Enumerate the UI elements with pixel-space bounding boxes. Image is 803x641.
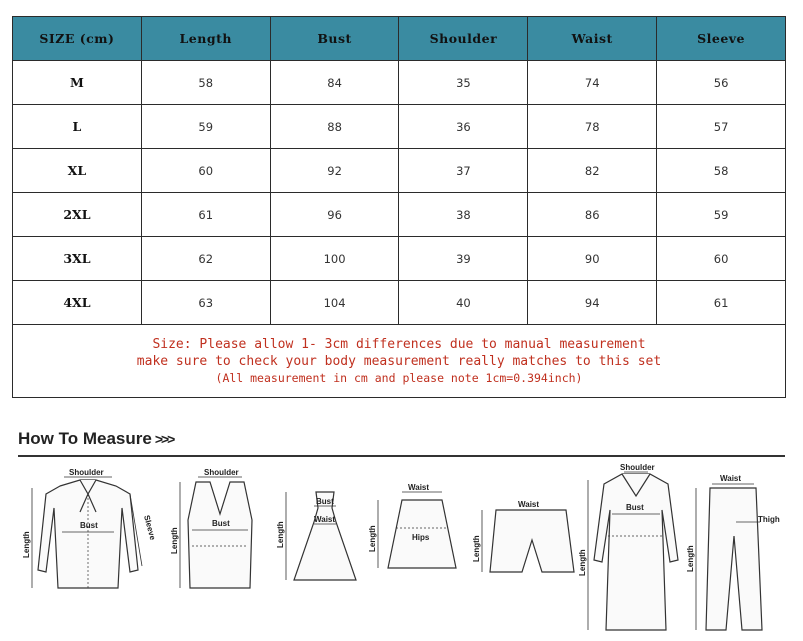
bust-cell: 104 — [270, 281, 399, 325]
size-cell: M — [13, 61, 142, 105]
table-row — [13, 237, 786, 281]
bust-label: Bust — [316, 497, 334, 506]
strap-dress-figure — [276, 492, 356, 580]
waist-cell: 82 — [528, 149, 657, 193]
blouse-figure — [22, 468, 157, 588]
shoulder-label: Shoulder — [69, 468, 104, 477]
length-cell: 62 — [141, 237, 270, 281]
shoulder-label: Shoulder — [204, 468, 239, 477]
bust-label: Bust — [626, 503, 644, 512]
length-label: Length — [578, 549, 587, 576]
header-sleeve: Sleeve — [657, 17, 786, 61]
length-label: Length — [22, 531, 31, 558]
length-label: Length — [472, 535, 481, 562]
length-label: Length — [170, 527, 179, 554]
table-header-row — [13, 17, 786, 61]
bust-label: Bust — [212, 519, 230, 528]
size-cell: XL — [13, 149, 142, 193]
skirt-figure — [368, 483, 456, 568]
waist-cell: 78 — [528, 105, 657, 149]
table-row — [13, 193, 786, 237]
length-cell: 61 — [141, 193, 270, 237]
waist-cell: 86 — [528, 193, 657, 237]
waist-cell: 90 — [528, 237, 657, 281]
note-line-1: Size: Please allow 1- 3cm differences due to manual measurement — [152, 336, 646, 352]
length-label: Length — [686, 545, 695, 572]
section-divider — [18, 455, 785, 457]
trousers-figure — [686, 474, 780, 630]
waist-label: Waist — [720, 474, 742, 483]
note-line-3: (All measurement in cm and please note 1cm=0.394inch) — [215, 370, 583, 385]
shoulder-cell: 37 — [399, 149, 528, 193]
header-length: Length — [141, 17, 270, 61]
sleeve-cell: 57 — [657, 105, 786, 149]
bust-label: Bust — [80, 521, 98, 530]
length-cell: 63 — [141, 281, 270, 325]
coat-figure — [578, 463, 678, 630]
sleeve-cell: 59 — [657, 193, 786, 237]
sleeve-cell: 58 — [657, 149, 786, 193]
shoulder-label: Shoulder — [620, 463, 655, 472]
shoulder-cell: 36 — [399, 105, 528, 149]
how-to-measure-title: How To Measure — [18, 429, 152, 448]
waist-label: Waist — [314, 515, 336, 524]
shoulder-cell: 39 — [399, 237, 528, 281]
table-row — [13, 105, 786, 149]
bust-cell: 96 — [270, 193, 399, 237]
chevrons-icon: >>> — [154, 431, 174, 447]
shoulder-cell: 35 — [399, 61, 528, 105]
header-size: SIZE (cm) — [13, 17, 142, 61]
waist-cell: 74 — [528, 61, 657, 105]
size-cell: 2XL — [13, 193, 142, 237]
shoulder-cell: 38 — [399, 193, 528, 237]
table-row — [13, 61, 786, 105]
length-cell: 59 — [141, 105, 270, 149]
waist-cell: 94 — [528, 281, 657, 325]
bust-cell: 88 — [270, 105, 399, 149]
size-cell: L — [13, 105, 142, 149]
tank-top-figure — [170, 468, 252, 588]
header-waist: Waist — [528, 17, 657, 61]
thigh-label: Thigh — [758, 515, 780, 524]
bust-cell: 92 — [270, 149, 399, 193]
header-bust: Bust — [270, 17, 399, 61]
sleeve-cell: 60 — [657, 237, 786, 281]
size-note — [13, 325, 786, 398]
shorts-figure — [472, 500, 574, 572]
size-cell: 3XL — [13, 237, 142, 281]
measurement-diagrams — [18, 460, 785, 636]
size-cell: 4XL — [13, 281, 142, 325]
bust-cell: 100 — [270, 237, 399, 281]
size-chart-table — [12, 16, 786, 398]
length-label: Length — [368, 525, 377, 552]
table-row — [13, 149, 786, 193]
sleeve-cell: 56 — [657, 61, 786, 105]
length-label: Length — [276, 521, 285, 548]
waist-label: Waist — [518, 500, 540, 509]
how-to-measure-heading — [18, 429, 173, 449]
waist-label: Waist — [408, 483, 430, 492]
note-line-2: make sure to check your body measurement really matches to this set — [136, 353, 662, 369]
note-row — [13, 325, 786, 398]
header-shoulder: Shoulder — [399, 17, 528, 61]
hips-label: Hips — [412, 533, 430, 542]
length-cell: 60 — [141, 149, 270, 193]
shoulder-cell: 40 — [399, 281, 528, 325]
sleeve-cell: 61 — [657, 281, 786, 325]
bust-cell: 84 — [270, 61, 399, 105]
sleeve-label: Sleeve — [142, 514, 158, 542]
table-row — [13, 281, 786, 325]
length-cell: 58 — [141, 61, 270, 105]
